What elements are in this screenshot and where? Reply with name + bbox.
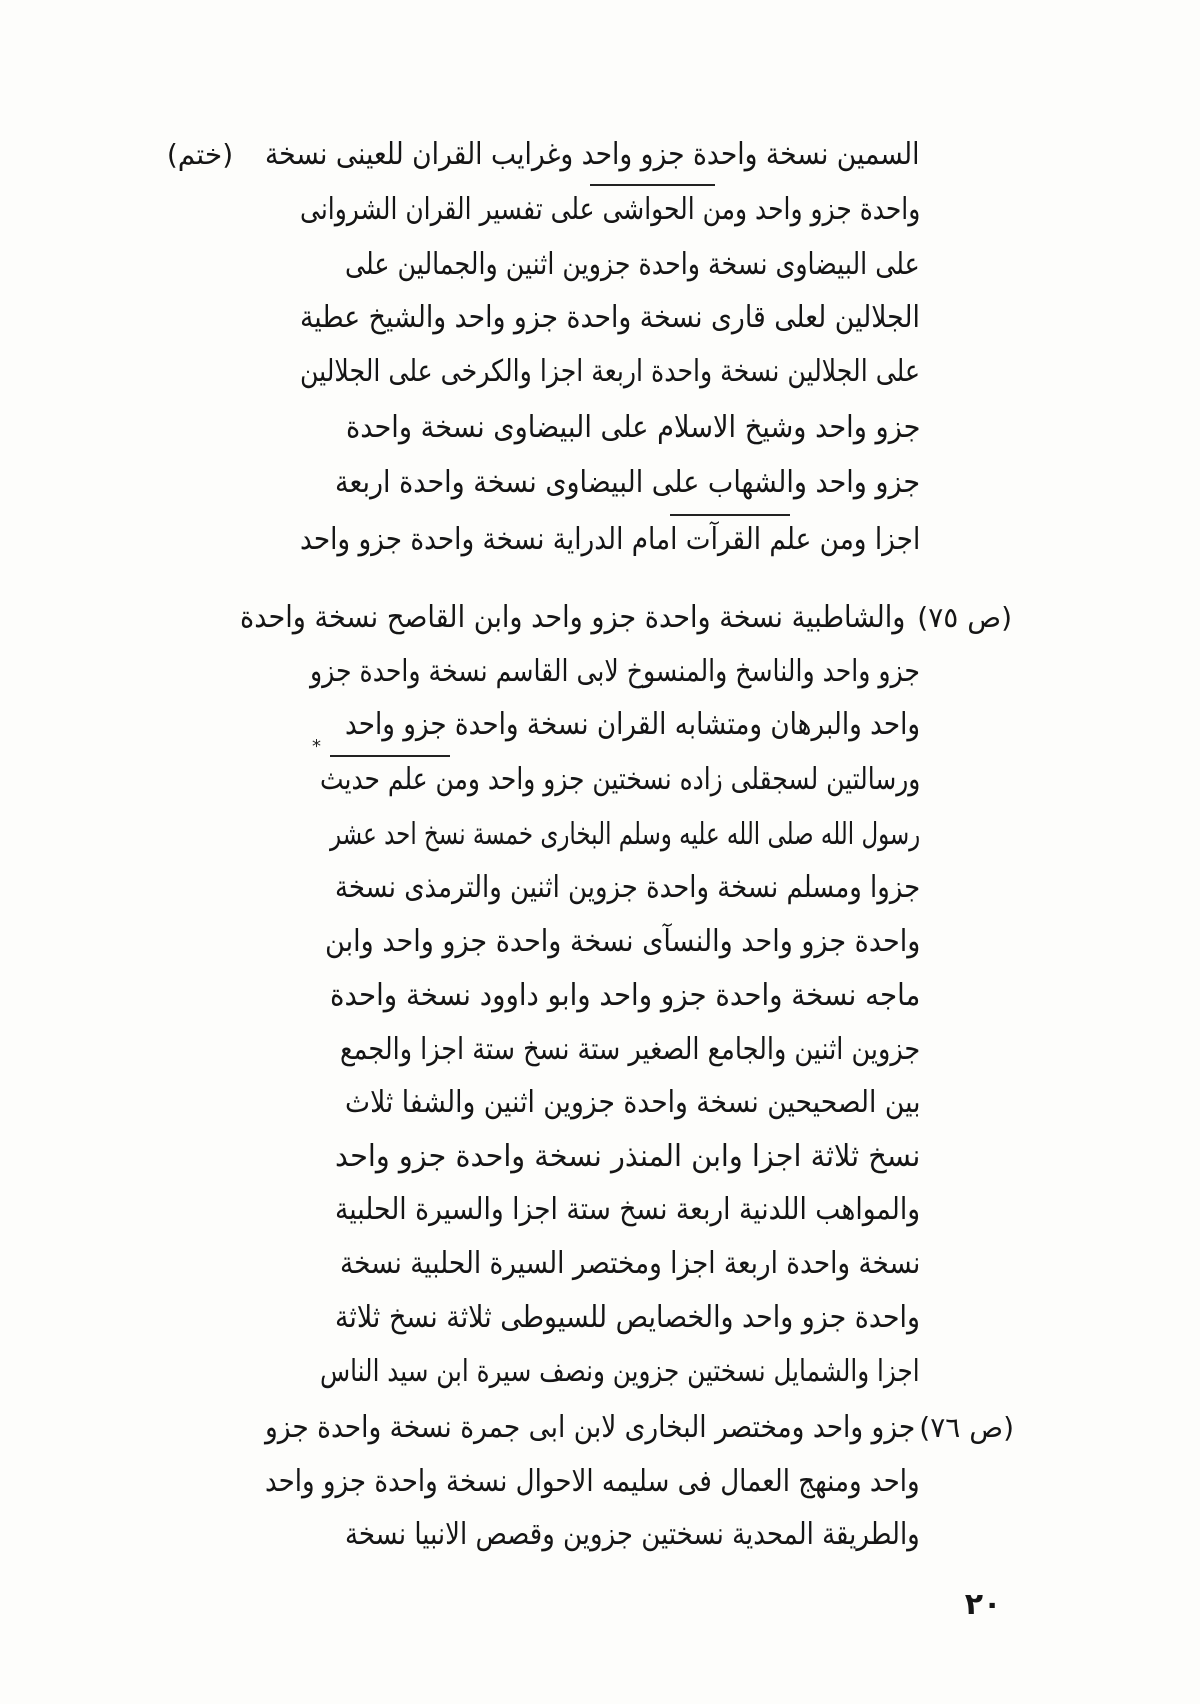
text-line-content: اجزا والشمايل نسختين جزوين ونصف سيرة ابن سيد الناس: [320, 1354, 920, 1389]
text-line-content: ورسالتين لسجقلى زاده نسختين جزو واحد ومن علم حديث: [319, 762, 920, 797]
text-line-content: واحدة جزو واحد ومن الحواشى على تفسير القران الشروانى: [299, 192, 920, 227]
text-line: [345, 703, 920, 747]
text-line-content: والمواهب اللدنية اربعة نسخ ستة اجزا والسيرة الحلبية: [334, 1192, 920, 1227]
text-line: [335, 866, 920, 910]
text-line-content: بين الصحيحين نسخة واحدة جزوين اثنين والشفا ثلاث: [344, 1085, 920, 1120]
text-line: [340, 1028, 920, 1072]
text-line: [325, 920, 920, 964]
text-line: [300, 518, 920, 562]
text-line-content: نسخة واحدة اربعة اجزا ومختصر السيرة الحلبية نسخة: [339, 1246, 920, 1281]
text-line: [345, 1081, 920, 1125]
text-line-content: واحدة جزو واحد والخصايص للسيوطى ثلاثة نسخ ثلاثة: [335, 1300, 920, 1335]
text-line: [265, 1460, 920, 1504]
text-line: [335, 1296, 920, 1340]
text-line-content: جزو واحد والناسخ والمنسوخ لابى القاسم نسخة واحدة جزو: [310, 654, 920, 689]
text-line-content: الجلالين لعلى قارى نسخة واحدة جزو واحد والشيخ عطية: [300, 300, 920, 335]
text-line: [320, 758, 920, 802]
text-line: [320, 1350, 920, 1394]
text-line: [300, 188, 920, 232]
text-line-content: على الجلالين نسخة واحدة اربعة اجزا والكرخى على الجلالين: [299, 354, 920, 389]
text-line: [300, 350, 920, 394]
page-reference-76: (ص ٧٦): [919, 1411, 1014, 1444]
text-line-content: واحد والبرهان ومتشابه القران نسخة واحدة جزو واحد: [344, 707, 920, 742]
text-line: [335, 1188, 920, 1232]
text-line-content: اجزا ومن علم القرآت امام الدراية نسخة واحدة جزو واحد: [299, 522, 920, 557]
text-line-content: جزوين اثنين والجامع الصغير ستة نسخ ستة اجزا والجمع: [339, 1032, 920, 1067]
text-line: [240, 596, 905, 640]
overline-mark: [330, 755, 450, 757]
text-line-content: والشاطبية نسخة واحدة جزو واحد وابن القاصح نسخة واحدة: [239, 600, 905, 635]
text-line-content: السمين نسخة واحدة جزو واحد وغرايب القران للعينى نسخة: [265, 137, 920, 172]
text-line-content: رسول الله صلى الله عليه وسلم البخارى خمسة نسخ احد عشر: [329, 817, 920, 852]
text-line: [340, 1242, 920, 1286]
text-line-content: على البيضاوى نسخة واحدة جزوين اثنين والجمالين على: [345, 247, 920, 282]
overline-mark: [590, 184, 715, 186]
text-line-content: جزو واحد وشيخ الاسلام على البيضاوى نسخة واحدة: [345, 410, 920, 445]
text-line-content: والطريقة المحدية نسختين جزوين وقصص الانبيا نسخة: [345, 1517, 920, 1552]
text-line-content: واحدة جزو واحد والنسآى نسخة واحدة جزو واحد وابن: [324, 924, 920, 959]
text-line-content: ماجه نسخة واحدة جزو واحد وابو داوود نسخة واحدة: [329, 978, 920, 1013]
text-line-content: جزو واحد ومختصر البخارى لابن ابى جمرة نسخة واحدة جزو: [264, 1410, 915, 1445]
text-line: [265, 1406, 915, 1450]
text-line: [265, 133, 920, 177]
text-line-content: واحد ومنهج العمال فى سليمه الاحوال نسخة واحدة جزو واحد: [265, 1464, 920, 1499]
page-number: ٢٠: [964, 1587, 1002, 1622]
text-line: [335, 1135, 920, 1179]
text-line: [335, 461, 920, 505]
text-line-content: جزوا ومسلم نسخة واحدة جزوين اثنين والترمذى نسخة: [334, 870, 920, 905]
page-reference-75: (ص ٧٥): [917, 601, 1012, 634]
text-line-content: جزو واحد والشهاب على البيضاوى نسخة واحدة اربعة: [334, 465, 920, 500]
text-line: [300, 296, 920, 340]
text-line: [310, 650, 920, 694]
text-line: [345, 406, 920, 450]
text-line-content: نسخ ثلاثة اجزا وابن المنذر نسخة واحدة جزو واحد: [334, 1139, 920, 1174]
text-line: [330, 813, 920, 857]
text-line: [345, 243, 920, 287]
text-line: [330, 974, 920, 1018]
note-asterisk: *: [312, 736, 321, 757]
text-line: [345, 1513, 920, 1557]
overline-mark: [670, 514, 790, 516]
stamp-note: (ختم): [166, 138, 234, 171]
